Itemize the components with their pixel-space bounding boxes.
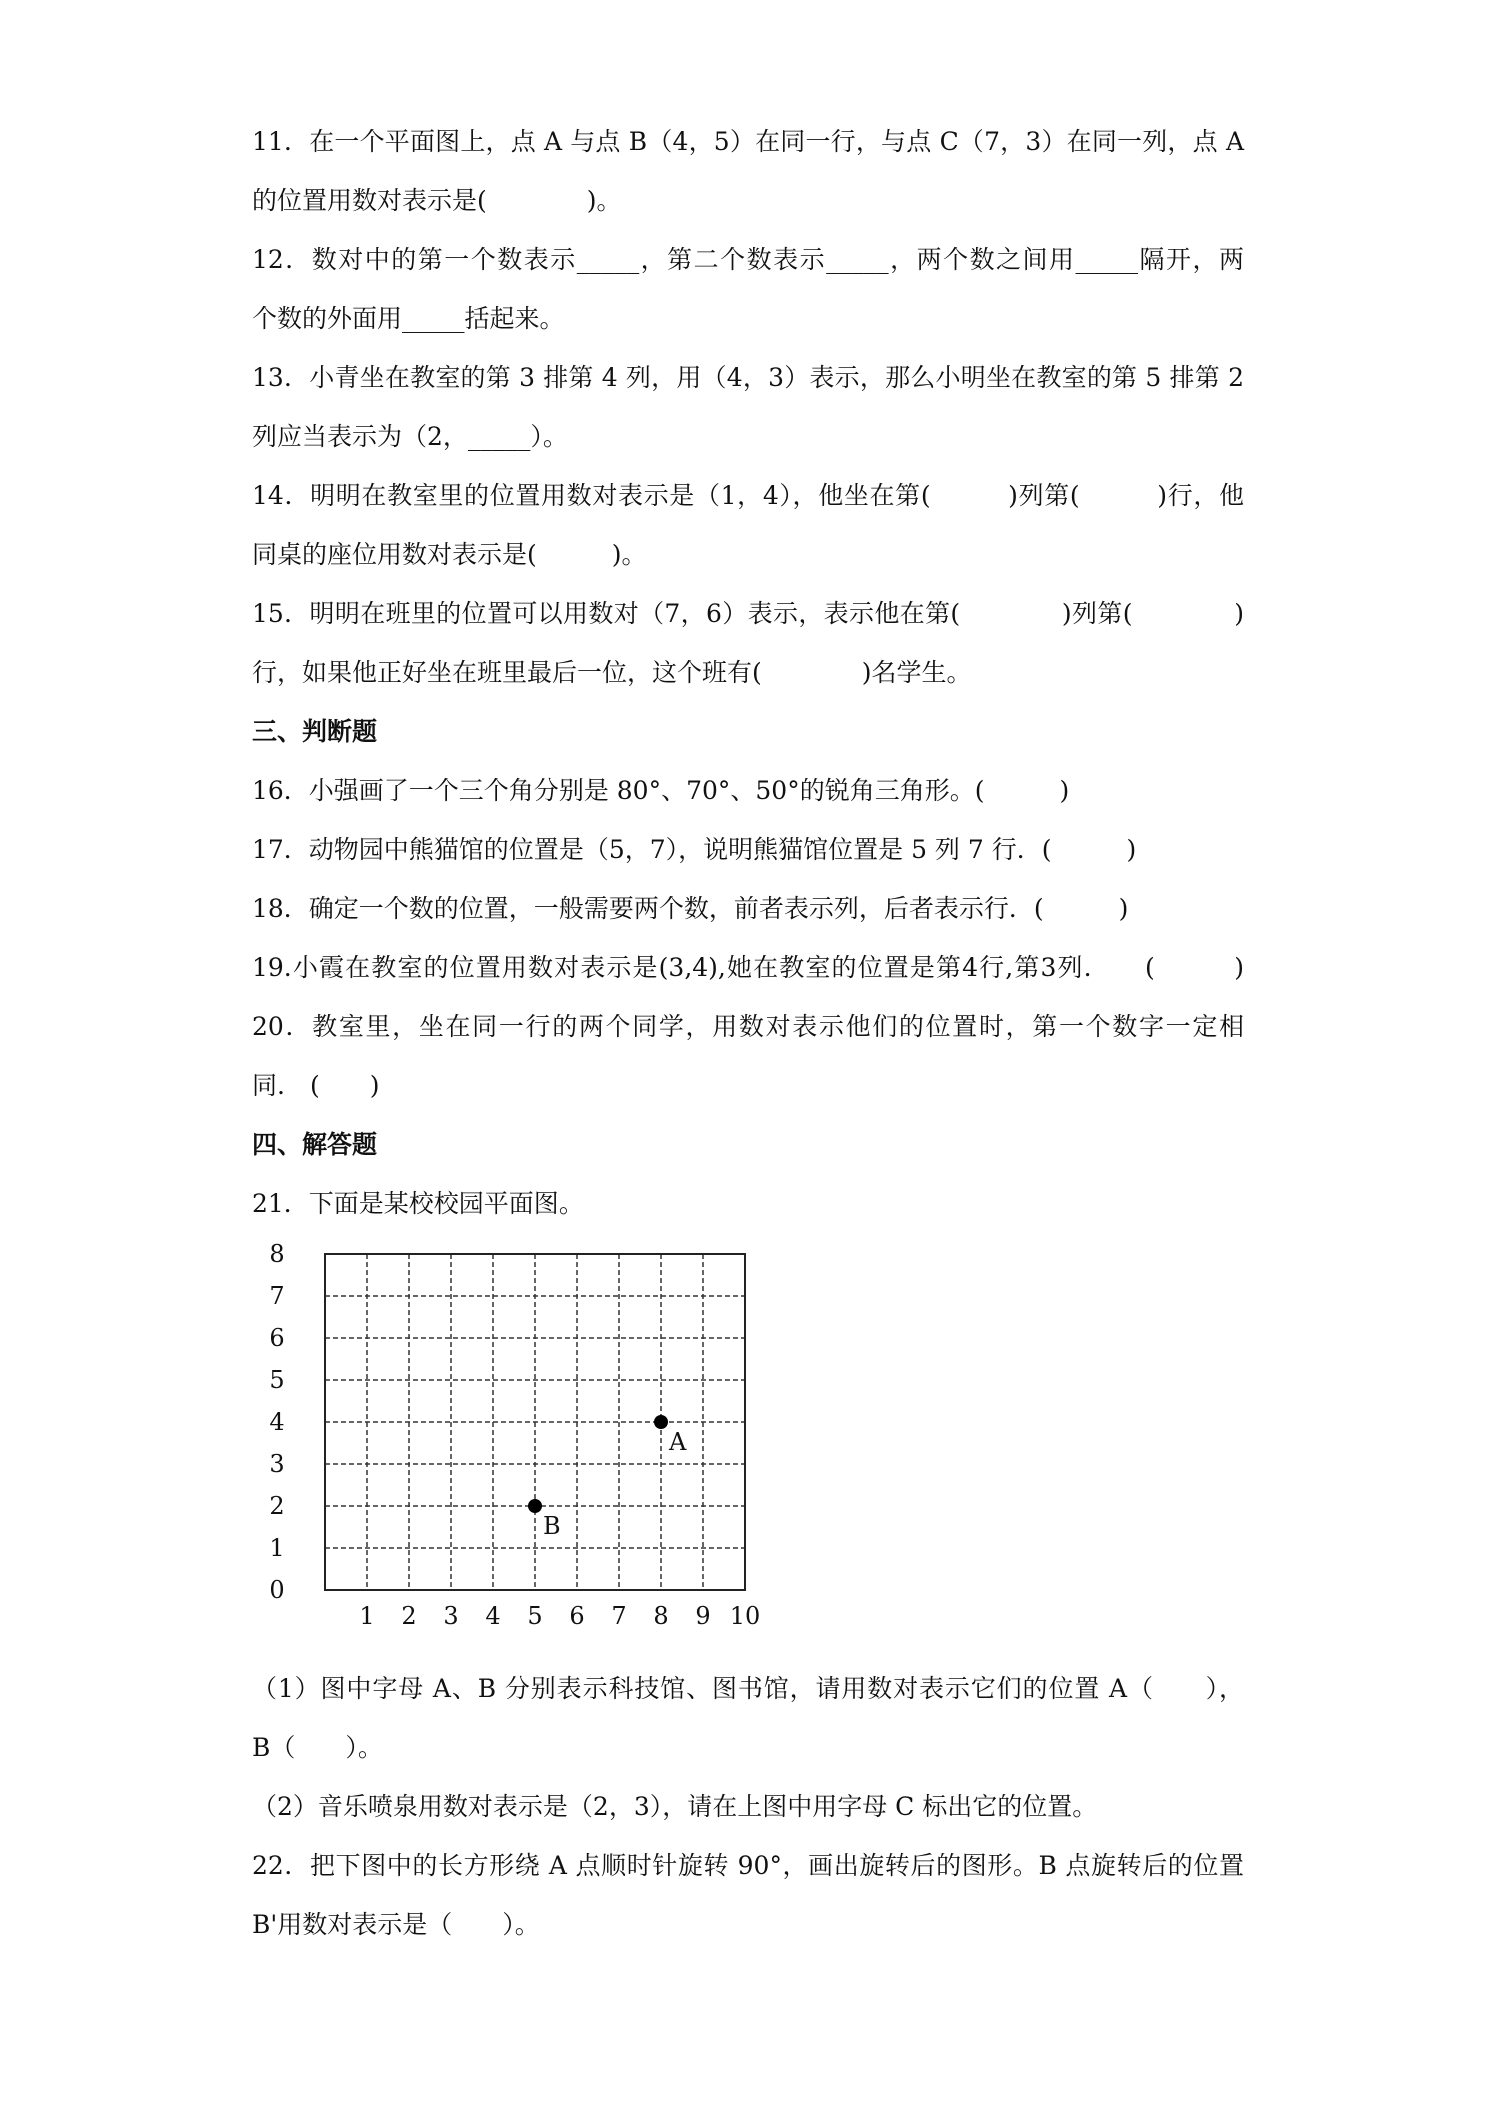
y-tick-label: 1 [269,1534,285,1562]
q12-line-1: 12．数对中的第一个数表示_____，第二个数表示_____，两个数之间用_____隔开，两 [252,245,1244,274]
q13-line-2: 列应当表示为（2，_____）。 [252,422,568,451]
q14-line-1: 14．明明在教室里的位置用数对表示是（1，4），他坐在第( )列第( )行，他 [252,481,1244,510]
q15-line-1: 15．明明在班里的位置可以用数对（7，6）表示，表示他在第( )列第( ) [252,599,1244,628]
q15-line-2: 行，如果他正好坐在班里最后一位，这个班有( )名学生。 [252,658,972,687]
y-tick-label: 4 [269,1408,285,1436]
y-tick-label: 0 [269,1576,285,1604]
q13-line-1: 13．小青坐在教室的第 3 排第 4 列，用（4，3）表示，那么小明坐在教室的第 5 排第 2 [252,363,1244,392]
x-tick-label: 2 [401,1602,417,1630]
point-a-marker [654,1415,668,1429]
x-tick-label: 7 [611,1602,627,1630]
q21-part2-line: （2）音乐喷泉用数对表示是（2，3），请在上图中用字母 C 标出它的位置。 [252,1792,1098,1821]
y-tick-label: 6 [269,1324,285,1352]
q11-line-1: 11．在一个平面图上，点 A 与点 B（4，5）在同一行，与点 C（7，3）在同一列，点 A [252,127,1244,156]
q12-line-2: 个数的外面用_____括起来。 [252,304,565,333]
x-tick-label: 9 [695,1602,711,1630]
q21-part1-line-1: （1）图中字母 A、B 分别表示科技馆、图书馆，请用数对表示它们的位置 A（ ）， [252,1674,1244,1703]
section-heading-answers: 四、解答题 [252,1130,378,1159]
q17-line: 17．动物园中熊猫馆的位置是（5，7），说明熊猫馆位置是 5 列 7 行．( ) [252,835,1137,864]
q20-line-1: 20．教室里，坐在同一行的两个同学，用数对表示他们的位置时，第一个数字一定相 [252,1012,1244,1041]
y-tick-label: 3 [269,1450,285,1478]
q21-part1-line-2: B（ ）。 [252,1733,383,1762]
x-tick-label: 10 [729,1602,761,1630]
q21-line: 21．下面是某校校园平面图。 [252,1189,584,1218]
q14-line-2: 同桌的座位用数对表示是( )。 [252,540,647,569]
campus-grid-figure [252,1238,761,1638]
x-tick-label: 8 [653,1602,669,1630]
q16-line: 16．小强画了一个三个角分别是 80°、70°、50°的锐角三角形。( ) [252,776,1070,805]
q20-line-2: 同. ( ) [252,1071,380,1100]
q22-line-2: B'用数对表示是（ ）。 [252,1910,540,1939]
y-tick-label: 2 [269,1492,285,1520]
x-tick-label: 4 [485,1602,501,1630]
x-tick-label: 1 [359,1602,375,1630]
x-tick-label: 3 [443,1602,459,1630]
y-tick-label: 5 [269,1366,285,1394]
x-tick-label: 6 [569,1602,585,1630]
x-tick-label: 5 [527,1602,543,1630]
y-tick-label: 7 [269,1282,285,1310]
point-b-label: B [543,1512,561,1540]
point-a-label: A [669,1428,687,1456]
q19-line: 19.小霞在教室的位置用数对表示是(3,4),她在教室的位置是第4行,第3列. ( ) [252,953,1244,982]
q22-line-1: 22．把下图中的长方形绕 A 点顺时针旋转 90°，画出旋转后的图形。B 点旋转后的位置 [252,1851,1244,1880]
q11-line-2: 的位置用数对表示是( )。 [252,186,622,215]
q18-line: 18．确定一个数的位置，一般需要两个数，前者表示列，后者表示行．( ) [252,894,1129,923]
y-tick-label: 8 [269,1240,285,1268]
point-b-marker [528,1499,542,1513]
section-heading-judgement: 三、判断题 [252,717,378,746]
